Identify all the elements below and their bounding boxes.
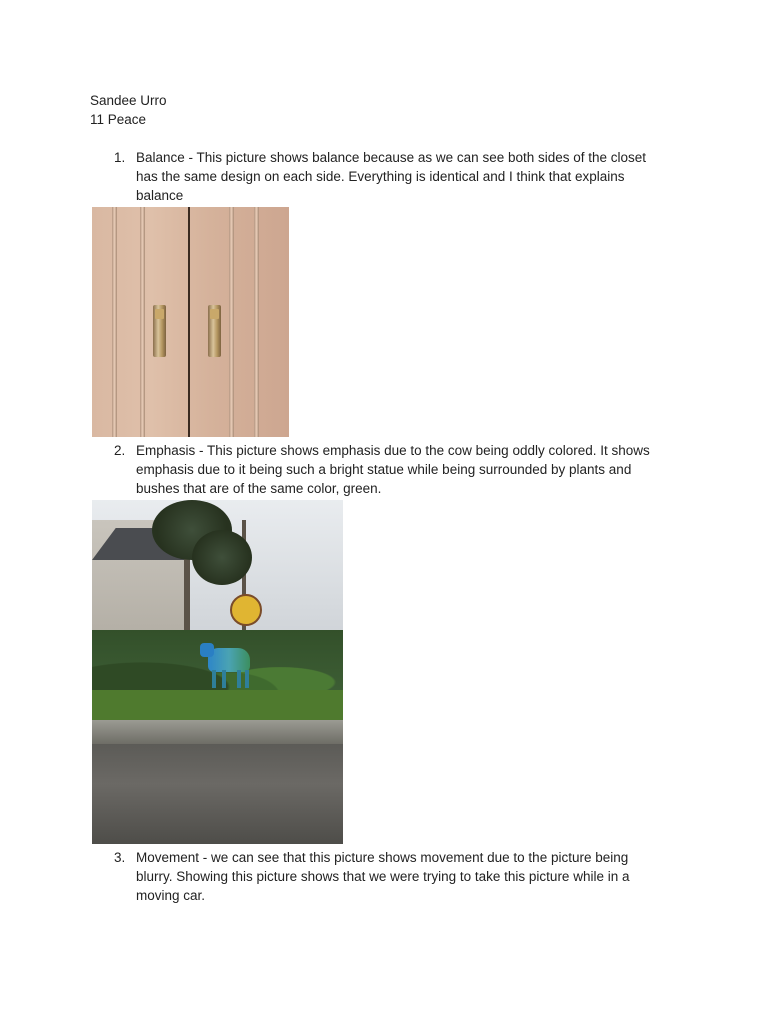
item-text-movement bbox=[136, 848, 671, 905]
cow-statue-head bbox=[200, 643, 214, 657]
roadside-sign bbox=[230, 594, 262, 626]
photo-grass bbox=[92, 690, 343, 720]
item-text-balance bbox=[136, 148, 671, 205]
item-number-1: 1. bbox=[114, 150, 126, 165]
door-groove bbox=[229, 207, 234, 437]
cow-statue-leg bbox=[237, 670, 241, 688]
cow-statue bbox=[208, 648, 250, 672]
item-text-emphasis bbox=[136, 441, 671, 498]
item-line: bushes that are of the same color, green. bbox=[136, 481, 382, 496]
photo-curb bbox=[92, 720, 343, 744]
author-name: Sandee Urro bbox=[90, 93, 167, 108]
item-line: emphasis due to it being such a bright statue while being surrounded by plants and bbox=[136, 462, 632, 477]
item-line: Emphasis - This picture shows emphasis due to the cow being oddly colored. It shows bbox=[136, 443, 650, 458]
cow-statue-leg bbox=[245, 670, 249, 688]
item-line: balance bbox=[136, 188, 184, 203]
item-line: Movement - we can see that this picture shows movement due to the picture being bbox=[136, 850, 629, 865]
door-groove bbox=[112, 207, 117, 437]
class-name: 11 Peace bbox=[90, 112, 147, 127]
door-handle bbox=[153, 305, 166, 357]
item-line: blurry. Showing this picture shows that we were trying to take this picture while in a bbox=[136, 869, 630, 884]
item-line: has the same design on each side. Everything is identical and I think that explains bbox=[136, 169, 625, 184]
cow-statue-leg bbox=[212, 670, 216, 688]
cow-statue-leg bbox=[222, 670, 226, 688]
item-number-2: 2. bbox=[114, 443, 126, 458]
closet-doors-photo bbox=[92, 207, 289, 437]
cow-statue-photo bbox=[92, 500, 343, 844]
palm-fronds bbox=[192, 530, 252, 585]
door-groove bbox=[254, 207, 259, 437]
door-seam bbox=[188, 207, 190, 437]
door-handle bbox=[208, 305, 221, 357]
item-line: Balance - This picture shows balance because as we can see both sides of the closet bbox=[136, 150, 647, 165]
item-number-3: 3. bbox=[114, 850, 126, 865]
item-line: moving car. bbox=[136, 888, 206, 903]
photo-asphalt bbox=[92, 744, 343, 844]
door-groove bbox=[140, 207, 145, 437]
